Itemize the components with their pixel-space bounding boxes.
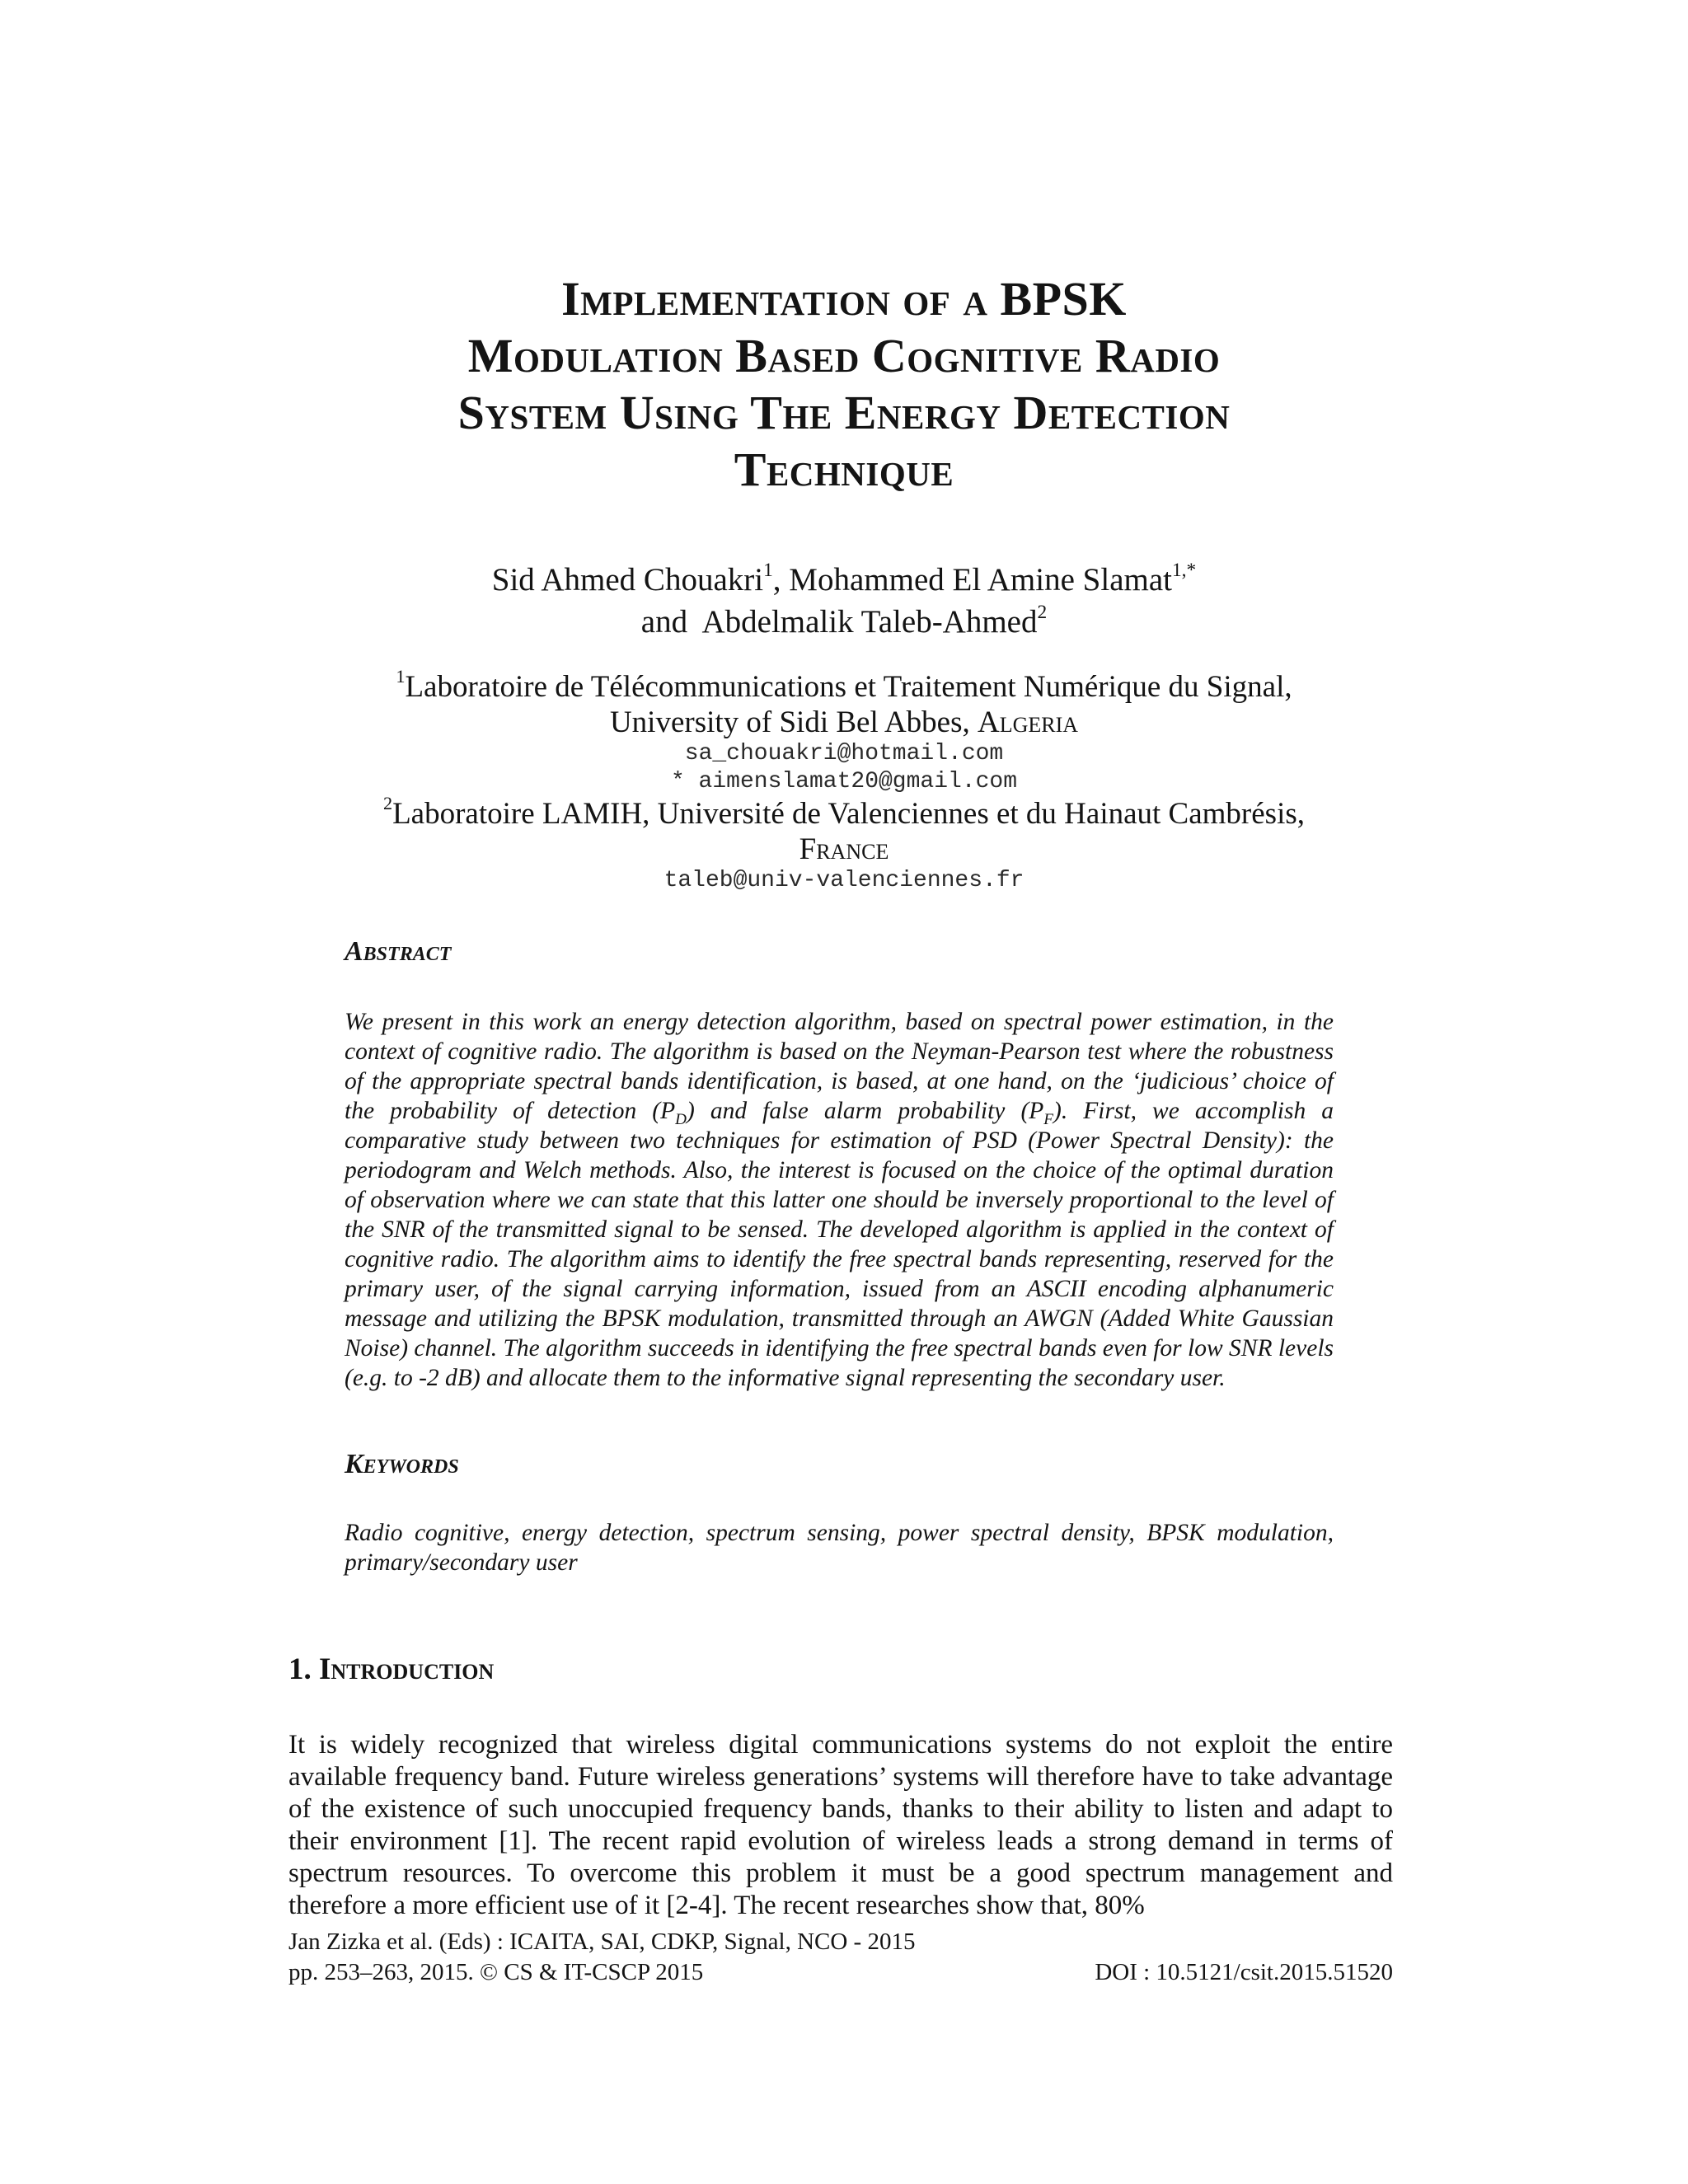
- subscript: F: [1043, 1110, 1053, 1128]
- affiliation-mark: 2: [382, 793, 393, 814]
- affiliation-country: Algeria: [978, 705, 1079, 739]
- affiliation-text: Laboratoire de Télécommunications et Traitement Numérique du Signal,: [405, 670, 1292, 704]
- subscript: D: [675, 1110, 687, 1128]
- abstract-heading: Abstract: [345, 936, 452, 967]
- keywords-text: Radio cognitive, energy detection, spectrum sensing, power spectral density, BPSK modulation, primary/secondary user: [345, 1520, 1334, 1576]
- author-affiliation-mark: 2: [1037, 601, 1048, 623]
- affiliation-mark: 1: [396, 666, 406, 687]
- author-separator: ,: [772, 562, 790, 598]
- title-line-1: Implementation of a BPSK: [561, 272, 1127, 326]
- section-number: 1.: [288, 1652, 319, 1686]
- affiliation-country: France: [799, 832, 889, 866]
- abstract-text-part: We present in this work an energy detection algorithm, based on spectral power estimation, in the context of cognitive radio. The algorithm is based on the Neyman-Pearson test where the robustness of the appropriate spectral bands identification, is based, at one hand, on the ‘judicious’ choice of the probability of detection (P: [345, 1009, 1334, 1124]
- paper-title: [206, 270, 1482, 498]
- keywords-heading: Keywords: [345, 1449, 459, 1479]
- authors-line-2: [206, 601, 1482, 643]
- title-line-2: Modulation Based Cognitive Radio: [467, 329, 1221, 382]
- affiliation-text: University of Sidi Bel Abbes,: [609, 705, 978, 739]
- abstract-text: [345, 1007, 1334, 1393]
- title-line-3: System Using The Energy Detection: [457, 386, 1231, 439]
- author-name: Sid Ahmed Chouakri: [491, 562, 764, 598]
- introduction-text: It is widely recognized that wireless digital communications systems do not exploit the entire available frequency band. Future wireless generations’ systems will therefore have to take advantage of the existence of such unoccupied frequency bands, thanks to their ability to listen and adapt to their environment [1]. The recent rapid evolution of wireless leads a strong demand in terms of spectrum resources. To overcome this problem it must be a good spectrum management and therefore a more efficient use of it [2-4]. The recent researches show that, 80%: [288, 1730, 1393, 1920]
- author-affiliation-mark: 1,*: [1171, 559, 1197, 581]
- author-name: Abdelmalik Taleb-Ahmed: [701, 604, 1038, 640]
- abstract-text-part: ). First, we accomplish a comparative study between two techniques for estimation of PSD (Power Spectral Density): the periodogram and Welch methods. Also, the interest is focused on the choice of the optimal duration of observation where we can state that this latter one should be inversely proportional to the level of the SNR of the transmitted signal to be sensed. The developed algorithm is applied in the context of cognitive radio. The algorithm aims to identify the free spectral bands representing, reserved for the primary user, of the signal carrying information, issued from an ASCII encoding alphanumeric message and utilizing the BPSK modulation, transmitted through an AWGN (Added White Gaussian Noise) channel. The algorithm succeeds in identifying the free spectral bands even for low SNR levels (e.g. to -2 dB) and allocate them to the informative signal representing the secondary user.: [345, 1098, 1334, 1391]
- footer-proceedings: Jan Zizka et al. (Eds) : ICAITA, SAI, CDKP, Signal, NCO - 2015: [288, 1929, 916, 1955]
- affiliation-text: Laboratoire LAMIH, Université de Valenciennes et du Hainaut Cambrésis,: [392, 797, 1306, 831]
- section-title: Introduction: [319, 1652, 495, 1686]
- footer-doi[interactable]: DOI : 10.5121/csit.2015.51520: [1095, 1959, 1393, 1985]
- author-affiliation-mark: 1: [763, 559, 773, 581]
- footer-pages-copyright: pp. 253–263, 2015. © CS & IT-CSCP 2015: [288, 1959, 704, 1985]
- author-conjunction: and: [640, 604, 702, 640]
- authors-line-1: [206, 559, 1482, 601]
- footer-publication: [288, 1957, 1393, 1987]
- author-name: Mohammed El Amine Slamat: [789, 562, 1172, 598]
- affiliation-1-line-1: [206, 666, 1482, 705]
- email-link[interactable]: * aimenslamat20@gmail.com: [670, 769, 1018, 794]
- email-link[interactable]: sa_chouakri@hotmail.com: [684, 741, 1004, 766]
- title-line-4: Technique: [734, 443, 954, 496]
- affiliations: [206, 666, 1482, 895]
- abstract-text-part: ) and false alarm probability (P: [686, 1098, 1044, 1124]
- affiliation-2-line-1: [206, 793, 1482, 832]
- introduction-heading: [288, 1652, 494, 1687]
- affiliation-1-line-2: [206, 705, 1482, 740]
- author-list: [206, 559, 1482, 643]
- email-link[interactable]: taleb@univ-valenciennes.fr: [663, 868, 1025, 893]
